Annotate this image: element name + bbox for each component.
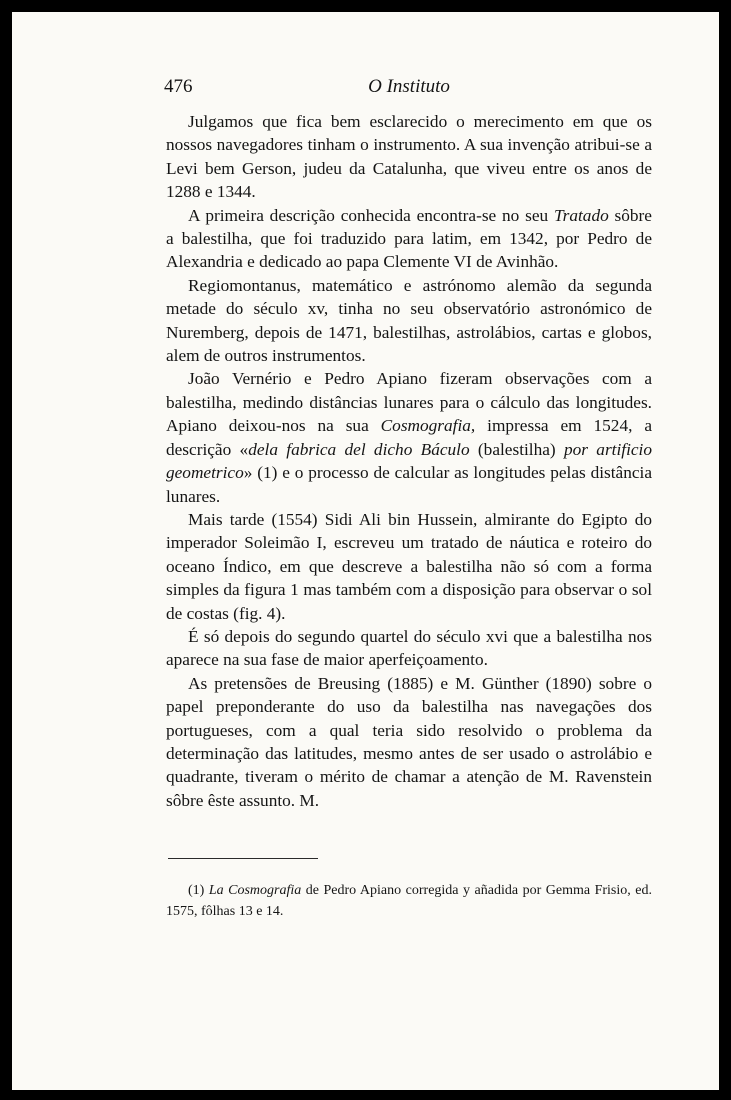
footnote-reference: (1) [257,463,278,483]
paragraph-sixteenth-century: É só depois do segundo quartel do século xvi que a balestilha nos aparece na sua fase de maior aperfeiçoamento. [166,626,652,670]
paragraph-regiomontanus: Regiomontanus, matemático e astrónomo alemão da segunda metade do século xv, tinha no seu observatório astronómico de Nuremberg, depois de 1471, balestilhas, astrolábios, cartas e globos, alem de outros instrumentos. [166,275,652,366]
footnote-text: de Pedro Apiano corregida y añadida por Gemma Frisio, ed. 1575, fôlhas 13 e 14. [166,883,652,919]
text-run: impressa em 1524, a descrição « [166,416,652,459]
quoted-title: dela fabrica del dicho Báculo [248,439,470,459]
text-run: sôbre a balestilha, que foi traduzido para latim, em 1342, por Pedro de Alexandria e dedicado ao papa Clemente VI de Avinhão. [166,205,652,272]
footnote-title: La Cosmografia [208,883,302,898]
footnote [166,880,652,922]
book-page [12,12,719,1090]
text-run: João Vernério e Pedro Apiano fizeram observações com a balestilha, medindo distâncias lunares para o cálculo das longitudes. Apiano deixou-nos na sua [166,369,652,436]
quoted-title: por artificio geometrico [166,439,652,483]
cosmografia-title: Cosmografia, [380,416,476,436]
paragraph-first-description [166,204,652,274]
text-run: e o processo de calcular as longitudes pelas distância lunares. [166,463,652,506]
paragraph-breusing-gunther: As pretensões de Breusing (1885) e M. Günther (1890) sobre o papel preponderante do uso da balestilha nas navegações dos portugueses, com a qual teria sido resolvido o problema da determinação das latitudes, mesmo antes de ser usado o astrolábio e quadrante, tiveram o mérito de chamar a atenção de M. Ravenstein sôbre êste assunto. M. [166,673,652,810]
footnote-divider [168,858,318,859]
text-run: A primeira descrição conhecida encontra-se no seu [188,205,554,225]
footnote-marker: (1) [188,883,205,898]
page-number: 476 [164,76,193,97]
body-text [166,110,652,812]
text-run: » [243,463,258,483]
journal-title: O Instituto [368,76,450,97]
text-run: (balestilha) [469,439,564,459]
paragraph-invention: Julgamos que fica bem esclarecido o merecimento em que os nossos navegadores tinham o instrumento. A sua invenção atribui-se a Levi bem Gerson, judeu da Catalunha, que viveu entre os anos de 1288 e 1344. [166,112,652,202]
paragraph-apiano [166,367,652,507]
tratado-title: Tratado [553,205,609,225]
paragraph-sidi-ali: Mais tarde (1554) Sidi Ali bin Hussein, almirante do Egipto do imperador Soleimão I, escreveu um tratado de náutica e roteiro do oceano Índico, em que descreve a balestilha não só com a forma simples da figura 1 mas também com a disposição para observar o sol de costas (fig. 4). [166,509,652,623]
running-head [164,76,654,100]
